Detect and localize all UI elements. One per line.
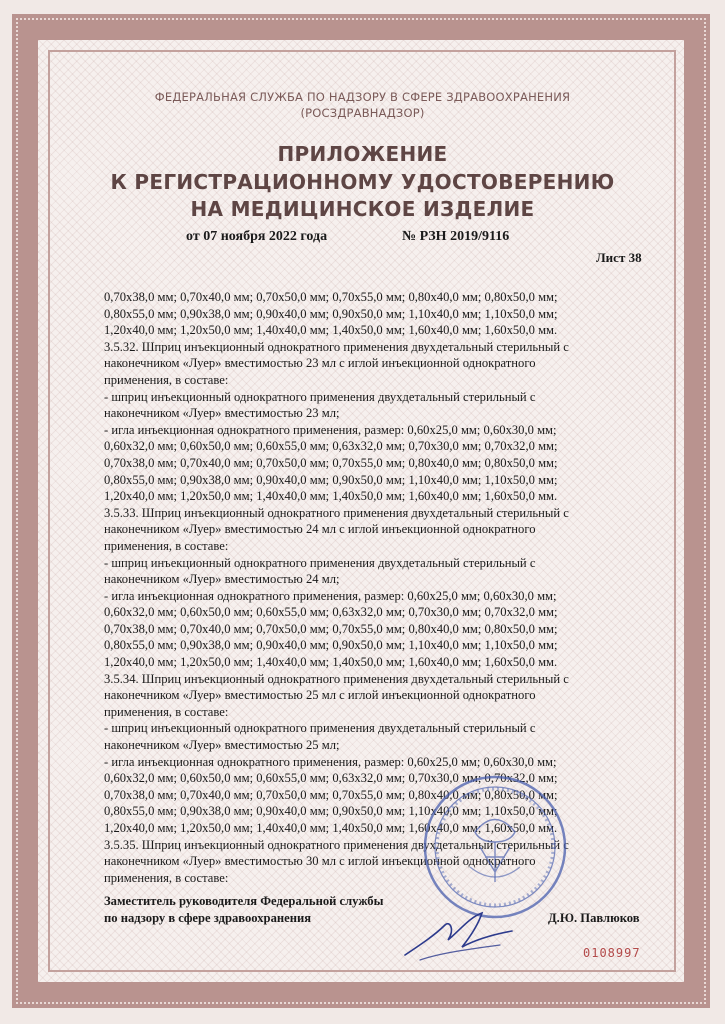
body-line: 0,70х38,0 мм; 0,70х40,0 мм; 0,70х50,0 мм; 0,70х55,0 мм; 0,80х40,0 мм; 0,80х50,0 мм; (104, 621, 558, 636)
form-serial-number: 0108997 (583, 946, 641, 960)
body-line: наконечником «Луер» вместимостью 23 мл; (104, 406, 340, 421)
document-title-line2: К РЕГИСТРАЦИОННОМУ УДОСТОВЕРЕНИЮ (110, 170, 615, 194)
body-line: применения, в составе: (104, 538, 229, 553)
body-line: 3.5.35. Шприц инъекционный однократного применения двухдетальный стерильный с (104, 837, 569, 852)
body-line: 0,60х32,0 мм; 0,60х50,0 мм; 0,60х55,0 мм; 0,63х32,0 мм; 0,70х30,0 мм; 0,70х32,0 мм; (104, 439, 558, 454)
body-line: 3.5.34. Шприц инъекционный однократного применения двухдетальный стерильный с (104, 671, 569, 686)
body-line: применения, в составе: (104, 372, 229, 387)
agency-abbreviation: (РОСЗДРАВНАДЗОР) (300, 106, 425, 120)
body-line: 0,80х55,0 мм; 0,90х38,0 мм; 0,90х40,0 мм; 0,90х50,0 мм; 1,10х40,0 мм; 1,10х50,0 мм; (104, 804, 558, 819)
body-line: 0,80х55,0 мм; 0,90х38,0 мм; 0,90х40,0 мм; 0,90х50,0 мм; 1,10х40,0 мм; 1,10х50,0 мм; (104, 306, 558, 321)
body-line: 0,60х32,0 мм; 0,60х50,0 мм; 0,60х55,0 мм; 0,63х32,0 мм; 0,70х30,0 мм; 0,70х32,0 мм; (104, 605, 558, 620)
body-line: применения, в составе: (104, 704, 229, 719)
issue-date: от 07 ноября 2022 года (186, 229, 328, 244)
body-line: применения, в составе: (104, 870, 229, 885)
agency-name: ФЕДЕРАЛЬНАЯ СЛУЖБА ПО НАДЗОРУ В СФЕРЕ ЗДРАВООХРАНЕНИЯ (154, 90, 571, 104)
body-line: 1,20х40,0 мм; 1,20х50,0 мм; 1,40х40,0 мм; 1,40х50,0 мм; 1,60х40,0 мм; 1,60х50,0 мм. (104, 323, 558, 338)
signatory-name: Д.Ю. Павлюков (548, 911, 640, 925)
body-line: наконечником «Луер» вместимостью 30 мл с иглой инъекционной однократного (104, 854, 536, 869)
body-line: 0,80х55,0 мм; 0,90х38,0 мм; 0,90х40,0 мм; 0,90х50,0 мм; 1,10х40,0 мм; 1,10х50,0 мм; (104, 638, 558, 653)
document-body (104, 289, 664, 886)
body-line: наконечником «Луер» вместимостью 24 мл; (104, 572, 340, 587)
body-line: 3.5.33. Шприц инъекционный однократного применения двухдетальный стерильный с (104, 505, 569, 520)
body-line: - игла инъекционная однократного применения, размер: 0,60х25,0 мм; 0,60х30,0 мм; (104, 588, 557, 603)
body-line: - игла инъекционная однократного применения, размер: 0,60х25,0 мм; 0,60х30,0 мм; (104, 422, 557, 437)
round-seal-stamp (420, 772, 570, 922)
body-line: наконечником «Луер» вместимостью 23 мл с иглой инъекционной однократного (104, 356, 536, 371)
handwritten-signature (400, 905, 520, 965)
body-line: 1,20х40,0 мм; 1,20х50,0 мм; 1,40х40,0 мм; 1,40х50,0 мм; 1,60х40,0 мм; 1,60х50,0 мм. (104, 655, 558, 670)
body-line: наконечником «Луер» вместимостью 25 мл; (104, 738, 340, 753)
body-line: 0,60х32,0 мм; 0,60х50,0 мм; 0,60х55,0 мм; 0,63х32,0 мм; 0,70х30,0 мм; 0,70х32,0 мм; (104, 771, 558, 786)
body-line: 0,70х38,0 мм; 0,70х40,0 мм; 0,70х50,0 мм; 0,70х55,0 мм; 0,80х40,0 мм; 0,80х50,0 мм; (104, 455, 558, 470)
body-line: 0,70х38,0 мм; 0,70х40,0 мм; 0,70х50,0 мм; 0,70х55,0 мм; 0,80х40,0 мм; 0,80х50,0 мм; (104, 290, 558, 304)
body-line: наконечником «Луер» вместимостью 24 мл с иглой инъекционной однократного (104, 522, 536, 537)
body-line: 0,80х55,0 мм; 0,90х38,0 мм; 0,90х40,0 мм; 0,90х50,0 мм; 1,10х40,0 мм; 1,10х50,0 мм; (104, 472, 558, 487)
registration-number: № РЗН 2019/9116 (402, 229, 510, 244)
signatory-title-line1: Заместитель руководителя Федеральной службы (104, 894, 384, 908)
body-line: наконечником «Луер» вместимостью 25 мл с иглой инъекционной однократного (104, 688, 536, 703)
signatory-title-line2: по надзору в сфере здравоохранения (104, 911, 312, 925)
document-title-line3: НА МЕДИЦИНСКОЕ ИЗДЕЛИЕ (190, 197, 535, 221)
document-title-line1: ПРИЛОЖЕНИЕ (277, 142, 448, 166)
body-line: - игла инъекционная однократного применения, размер: 0,60х25,0 мм; 0,60х30,0 мм; (104, 754, 557, 769)
body-line: - шприц инъекционный однократного применения двухдетальный стерильный с (104, 555, 536, 570)
body-line: 1,20х40,0 мм; 1,20х50,0 мм; 1,40х40,0 мм; 1,40х50,0 мм; 1,60х40,0 мм; 1,60х50,0 мм. (104, 489, 558, 504)
body-line: 1,20х40,0 мм; 1,20х50,0 мм; 1,40х40,0 мм; 1,40х50,0 мм; 1,60х40,0 мм; 1,60х50,0 мм. (104, 821, 558, 835)
body-line: - шприц инъекционный однократного применения двухдетальный стерильный с (104, 389, 536, 404)
sheet-number: Лист 38 (596, 250, 642, 265)
body-line: 0,70х38,0 мм; 0,70х40,0 мм; 0,70х50,0 мм; 0,70х55,0 мм; 0,80х40,0 мм; 0,80х50,0 мм; (104, 787, 558, 802)
body-line: 3.5.32. Шприц инъекционный однократного применения двухдетальный стерильный с (104, 339, 569, 354)
body-line: - шприц инъекционный однократного применения двухдетальный стерильный с (104, 721, 536, 736)
